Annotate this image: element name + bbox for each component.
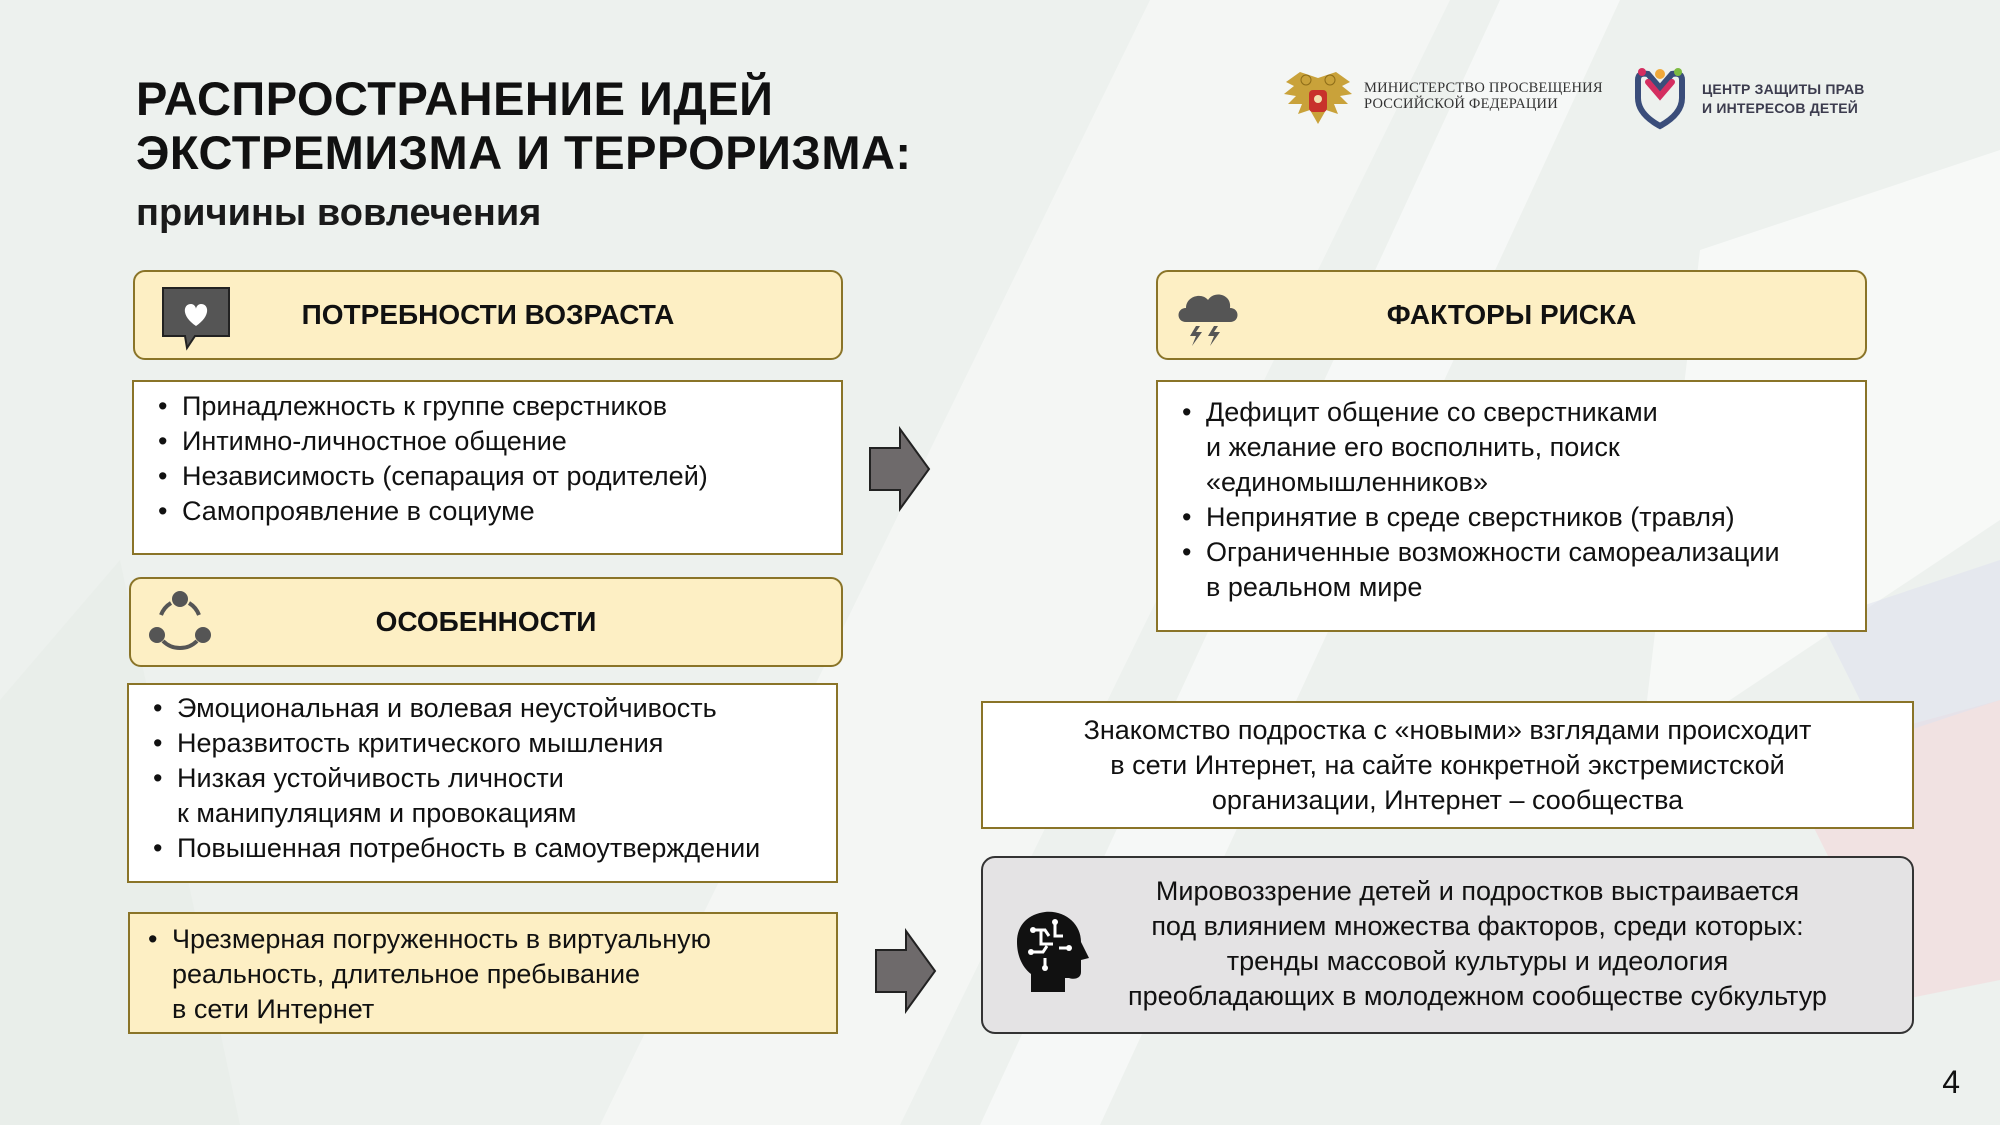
network-circle-icon (147, 589, 213, 655)
text-line: Знакомство подростка с «новыми» взглядами происходит (1083, 714, 1812, 745)
title-line-1: РАСПРОСТРАНЕНИЕ ИДЕЙ (136, 72, 774, 125)
brain-head-icon (1015, 908, 1091, 994)
ministry-name-line-2: РОССИЙСКОЙ ФЕДЕРАЦИИ (1364, 96, 1558, 112)
page-subtitle: причины вовлечения (136, 192, 542, 234)
arrow-right-icon (874, 928, 938, 1014)
list-item (1176, 535, 1845, 605)
needs-header (133, 270, 843, 360)
list-item-line: Дефицит общение со сверстниками (1206, 397, 1658, 427)
risks-header (1156, 270, 1867, 360)
features-list-box (127, 683, 838, 883)
list-item-line: Низкая устойчивость личности (177, 763, 564, 793)
worldview-box (981, 856, 1914, 1034)
text-line: под влиянием множества факторов, среди которых: (1151, 911, 1804, 941)
list-item: • Непринятие в среде сверстников (травля) (1176, 500, 1845, 535)
list-item-line: Ограниченные возможности самореализации (1206, 537, 1780, 567)
list-item (147, 761, 826, 831)
list-item: • Интимно-личностное общение (152, 424, 821, 459)
list-item-line: в реальном мире (1206, 572, 1423, 602)
ministry-logo (1280, 66, 1603, 136)
list-item-line: и желание его восполнить, поиск (1206, 432, 1620, 462)
center-name-line-1: ЦЕНТР ЗАЩИТЫ ПРАВ (1702, 81, 1865, 97)
coat-of-arms-icon (1280, 68, 1356, 134)
list-item: • Принадлежность к группе сверстников (152, 389, 821, 424)
arrow-right-icon (868, 426, 932, 512)
list-item-line: в сети Интернет (172, 994, 375, 1024)
text-line: организации, Интернет – сообщества (1211, 784, 1684, 815)
list-item (142, 922, 826, 1027)
text-line: тренды массовой культуры и идеология (1226, 946, 1729, 976)
needs-header-label: ПОТРЕБНОСТИ ВОЗРАСТА (301, 299, 675, 330)
ministry-name-line-1: МИНИСТЕРСТВО ПРОСВЕЩЕНИЯ (1364, 80, 1603, 96)
heart-speech-bubble-icon (161, 286, 231, 352)
page-title (136, 72, 1036, 180)
risks-list-box (1156, 380, 1867, 632)
text-line: в сети Интернет, на сайте конкретной экстремистской (1110, 749, 1785, 780)
acquaintance-box (981, 701, 1914, 829)
center-name-line-2: И ИНТЕРЕСОВ ДЕТЕЙ (1702, 100, 1859, 116)
risks-header-label: ФАКТОРЫ РИСКА (1386, 299, 1637, 330)
storm-cloud-icon (1172, 284, 1244, 350)
list-item-line: «единомышленников» (1206, 467, 1488, 497)
needs-list-box (132, 380, 843, 555)
list-item: • Независимость (сепарация от родителей) (152, 459, 821, 494)
list-item (1176, 395, 1845, 500)
list-item: • Повышенная потребность в самоутверждении (147, 831, 826, 866)
center-emblem-icon (1628, 66, 1692, 132)
features-header (129, 577, 843, 667)
list-item-line: реальность, длительное пребывание (172, 959, 641, 989)
list-item: • Эмоциональная и волевая неустойчивость (147, 691, 826, 726)
list-item-line: Чрезмерная погруженность в виртуальную (172, 924, 711, 954)
list-item: • Самопроявление в социуме (152, 494, 821, 529)
virtual-reality-box (128, 912, 838, 1034)
list-item: • Неразвитость критического мышления (147, 726, 826, 761)
center-logo (1628, 64, 1888, 136)
page-number: 4 (1942, 1064, 1960, 1100)
text-line: преобладающих в молодежном сообществе субкультур (1128, 981, 1827, 1011)
text-line: Мировоззрение детей и подростков выстраивается (1155, 876, 1800, 906)
list-item-line: к манипуляциям и провокациям (177, 798, 577, 828)
features-header-label: ОСОБЕННОСТИ (375, 606, 597, 637)
title-line-2: ЭКСТРЕМИЗМА И ТЕРРОРИЗМА: (136, 126, 912, 179)
